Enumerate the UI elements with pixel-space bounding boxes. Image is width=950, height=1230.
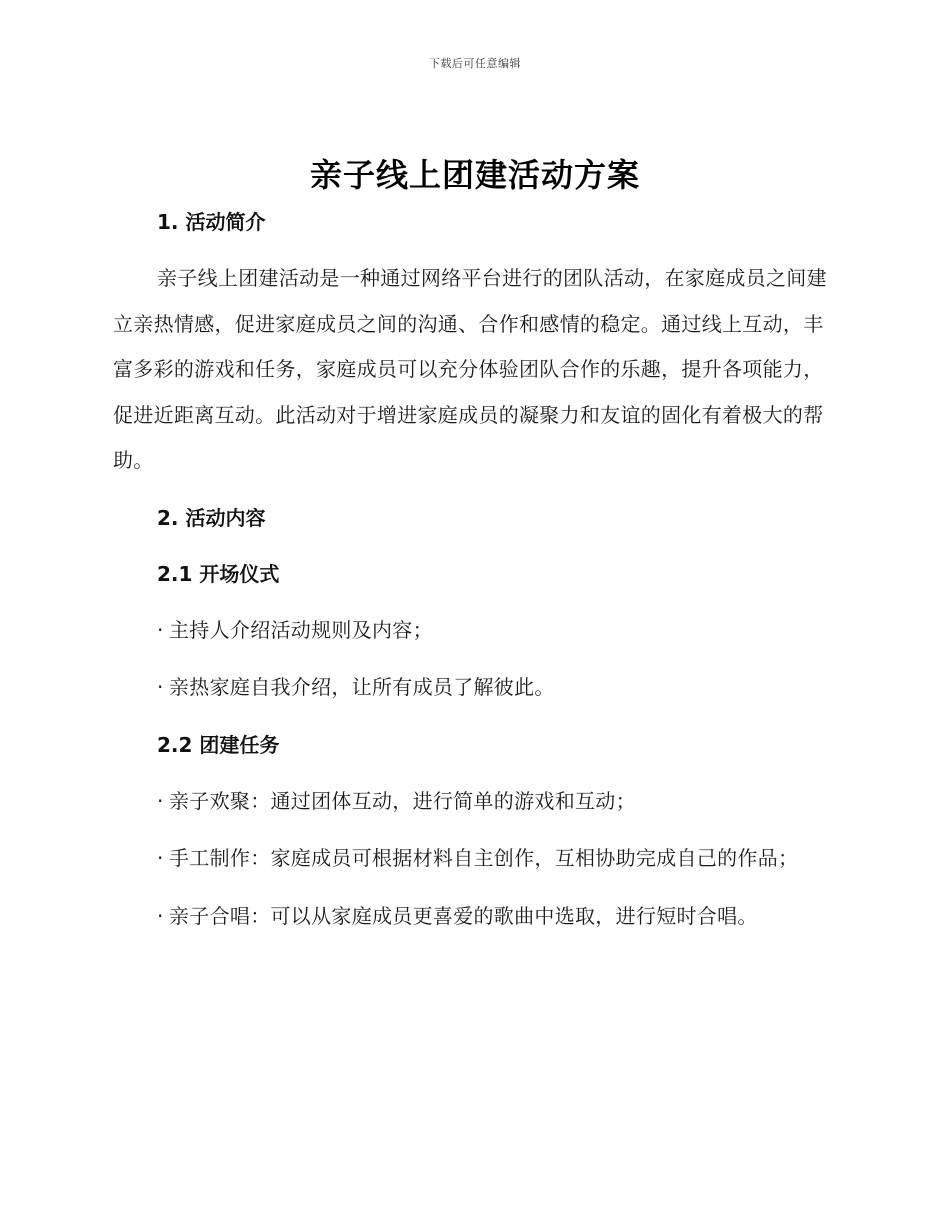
section-heading-content: 2. 活动内容 [157, 505, 266, 530]
bullet-dot: · [157, 675, 164, 699]
section-heading-intro: 1. 活动简介 [157, 210, 266, 234]
list-item [113, 836, 833, 882]
bullet-dot: · [157, 903, 164, 928]
document-body [113, 200, 833, 939]
list-item [113, 665, 833, 711]
header-note: 下载后可任意编辑 [429, 57, 521, 70]
list-item-text: 亲子合唱：可以从家庭成员更喜爱的歌曲中选取，进行短时合唱。 [169, 903, 758, 928]
list-item-text: 主持人介绍活动规则及内容； [169, 617, 433, 642]
bullet-dot: · [157, 617, 164, 642]
bullet-dot: · [157, 846, 164, 870]
subsection-heading-tasks: 2.2 团建任务 [157, 732, 280, 757]
subsection-heading-opening: 2.1 开场仪式 [157, 561, 280, 586]
list-item-text: 亲热家庭自我介绍，让所有成员了解彼此。 [169, 675, 555, 699]
document-title: 亲子线上团建活动方案 [309, 156, 640, 194]
intro-paragraph: 亲子线上团建活动是一种通过网络平台进行的团队活动，在家庭成员之间建立亲热情感，促进家庭成员之间的沟通、合作和感情的稳定。通过线上互动，丰富多彩的游戏和任务，家庭成员可以充分体验团队合作的乐趣，提升各项能力，促进近距离互动。此活动对于增进家庭成员的凝聚力和友谊的固化有着极大的帮助。 [113, 266, 827, 472]
list-item [113, 608, 833, 654]
list-item-text: 亲子欢聚：通过团体互动，进行简单的游戏和互动； [169, 788, 636, 813]
list-item-text: 手工制作：家庭成员可根据材料自主创作，互相协助完成自己的作品； [169, 846, 799, 870]
bullet-dot: · [157, 788, 164, 813]
list-item [113, 894, 833, 940]
list-item [113, 779, 833, 825]
